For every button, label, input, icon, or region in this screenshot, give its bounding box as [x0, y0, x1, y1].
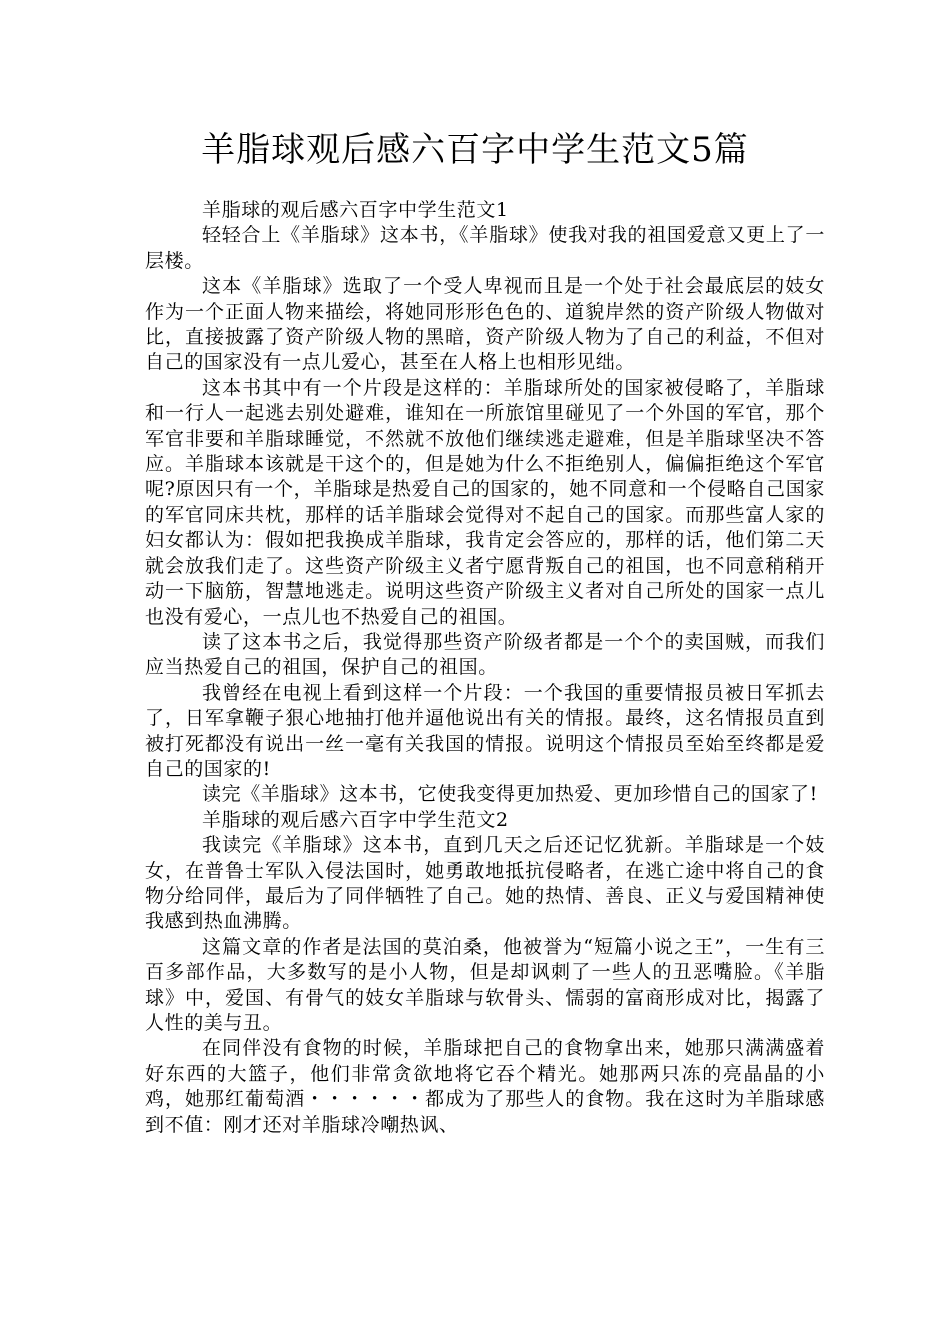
body-paragraph: 在同伴没有食物的时候，羊脂球把自己的食物拿出来，她那只满满盛着好东西的大篮子，他们非常贪欲地将它吞个精光。她那两只冻的亮晶晶的小鸡，她那红葡萄酒・・・・・・都成为了那些人的食物。我在这时为羊脂球感到不值：刚才还对羊脂球冷嘲热讽、	[145, 1037, 825, 1136]
body-paragraph: 读了这本书之后，我觉得那些资产阶级者都是一个个的卖国贼，而我们应当热爱自己的祖国，保护自己的祖国。	[145, 630, 825, 679]
document-title: 羊脂球观后感六百字中学生范文5篇	[201, 130, 749, 170]
body-paragraph: 这本《羊脂球》选取了一个受人卑视而且是一个处于社会最底层的妓女作为一个正面人物来描绘，将她同形形色色的、道貌岸然的资产阶级人物做对比，直接披露了资产阶级人物的黑暗，资产阶级人物为了自己的利益，不但对自己的国家没有一点儿爱心，甚至在人格上也相形见绌。	[145, 275, 825, 374]
body-paragraph: 我曾经在电视上看到这样一个片段：一个我国的重要情报员被日军抓去了，日军拿鞭子狠心地抽打他并逼他说出有关的情报。最终，这名情报员直到被打死都没有说出一丝一毫有关我国的情报。说明这个情报员至始至终都是爱自己的国家的!	[145, 681, 825, 780]
document-body	[145, 198, 825, 1138]
section-heading-1: 羊脂球的观后感六百字中学生范文1	[202, 199, 509, 221]
body-paragraph: 读完《羊脂球》这本书，它使我变得更加热爱、更加珍惜自己的国家了!	[202, 783, 818, 806]
body-paragraph: 这篇文章的作者是法国的莫泊桑，他被誉为“短篇小说之王”，一生有三百多部作品，大多数写的是小人物，但是却讽刺了一些人的丑恶嘴脸。《羊脂球》中，爱国、有骨气的妓女羊脂球与软骨头、懦弱的富商形成对比，揭露了人性的美与丑。	[145, 935, 825, 1034]
body-paragraph: 轻轻合上《羊脂球》这本书，《羊脂球》使我对我的祖国爱意又更上了一层楼。	[145, 224, 825, 272]
body-paragraph: 我读完《羊脂球》这本书，直到几天之后还记忆犹新。羊脂球是一个妓女，在普鲁士军队入侵法国时，她勇敢地抵抗侵略者，在逃亡途中将自己的食物分给同伴，最后为了同伴牺牲了自己。她的热情、善良、正义与爱国精神使我感到热血沸腾。	[145, 834, 825, 933]
section-heading-2: 羊脂球的观后感六百字中学生范文2	[202, 808, 509, 831]
body-paragraph: 这本书其中有一个片段是这样的：羊脂球所处的国家被侵略了，羊脂球和一行人一起逃去别处避难，谁知在一所旅馆里碰见了一个外国的军官，那个军官非要和羊脂球睡觉，不然就不放他们继续逃走避难，但是羊脂球坚决不答应。羊脂球本该就是干这个的，但是她为什么不拒绝别人，偏偏拒绝这个军官呢?原因只有一个，羊脂球是热爱自己的国家的，她不同意和一个侵略自己国家的军官同床共枕，那样的话羊脂球会觉得对不起自己的国家。而那些富人家的妇女都认为：假如把我换成羊脂球，我肯定会答应的，那样的话，他们第二天就会放我们走了。这些资产阶级主义者宁愿背叛自己的祖国，也不同意稍稍开动一下脑筋，智慧地逃走。说明这些资产阶级主义者对自己所处的国家一点儿也没有爱心，一点儿也不热爱自己的祖国。	[145, 376, 825, 628]
